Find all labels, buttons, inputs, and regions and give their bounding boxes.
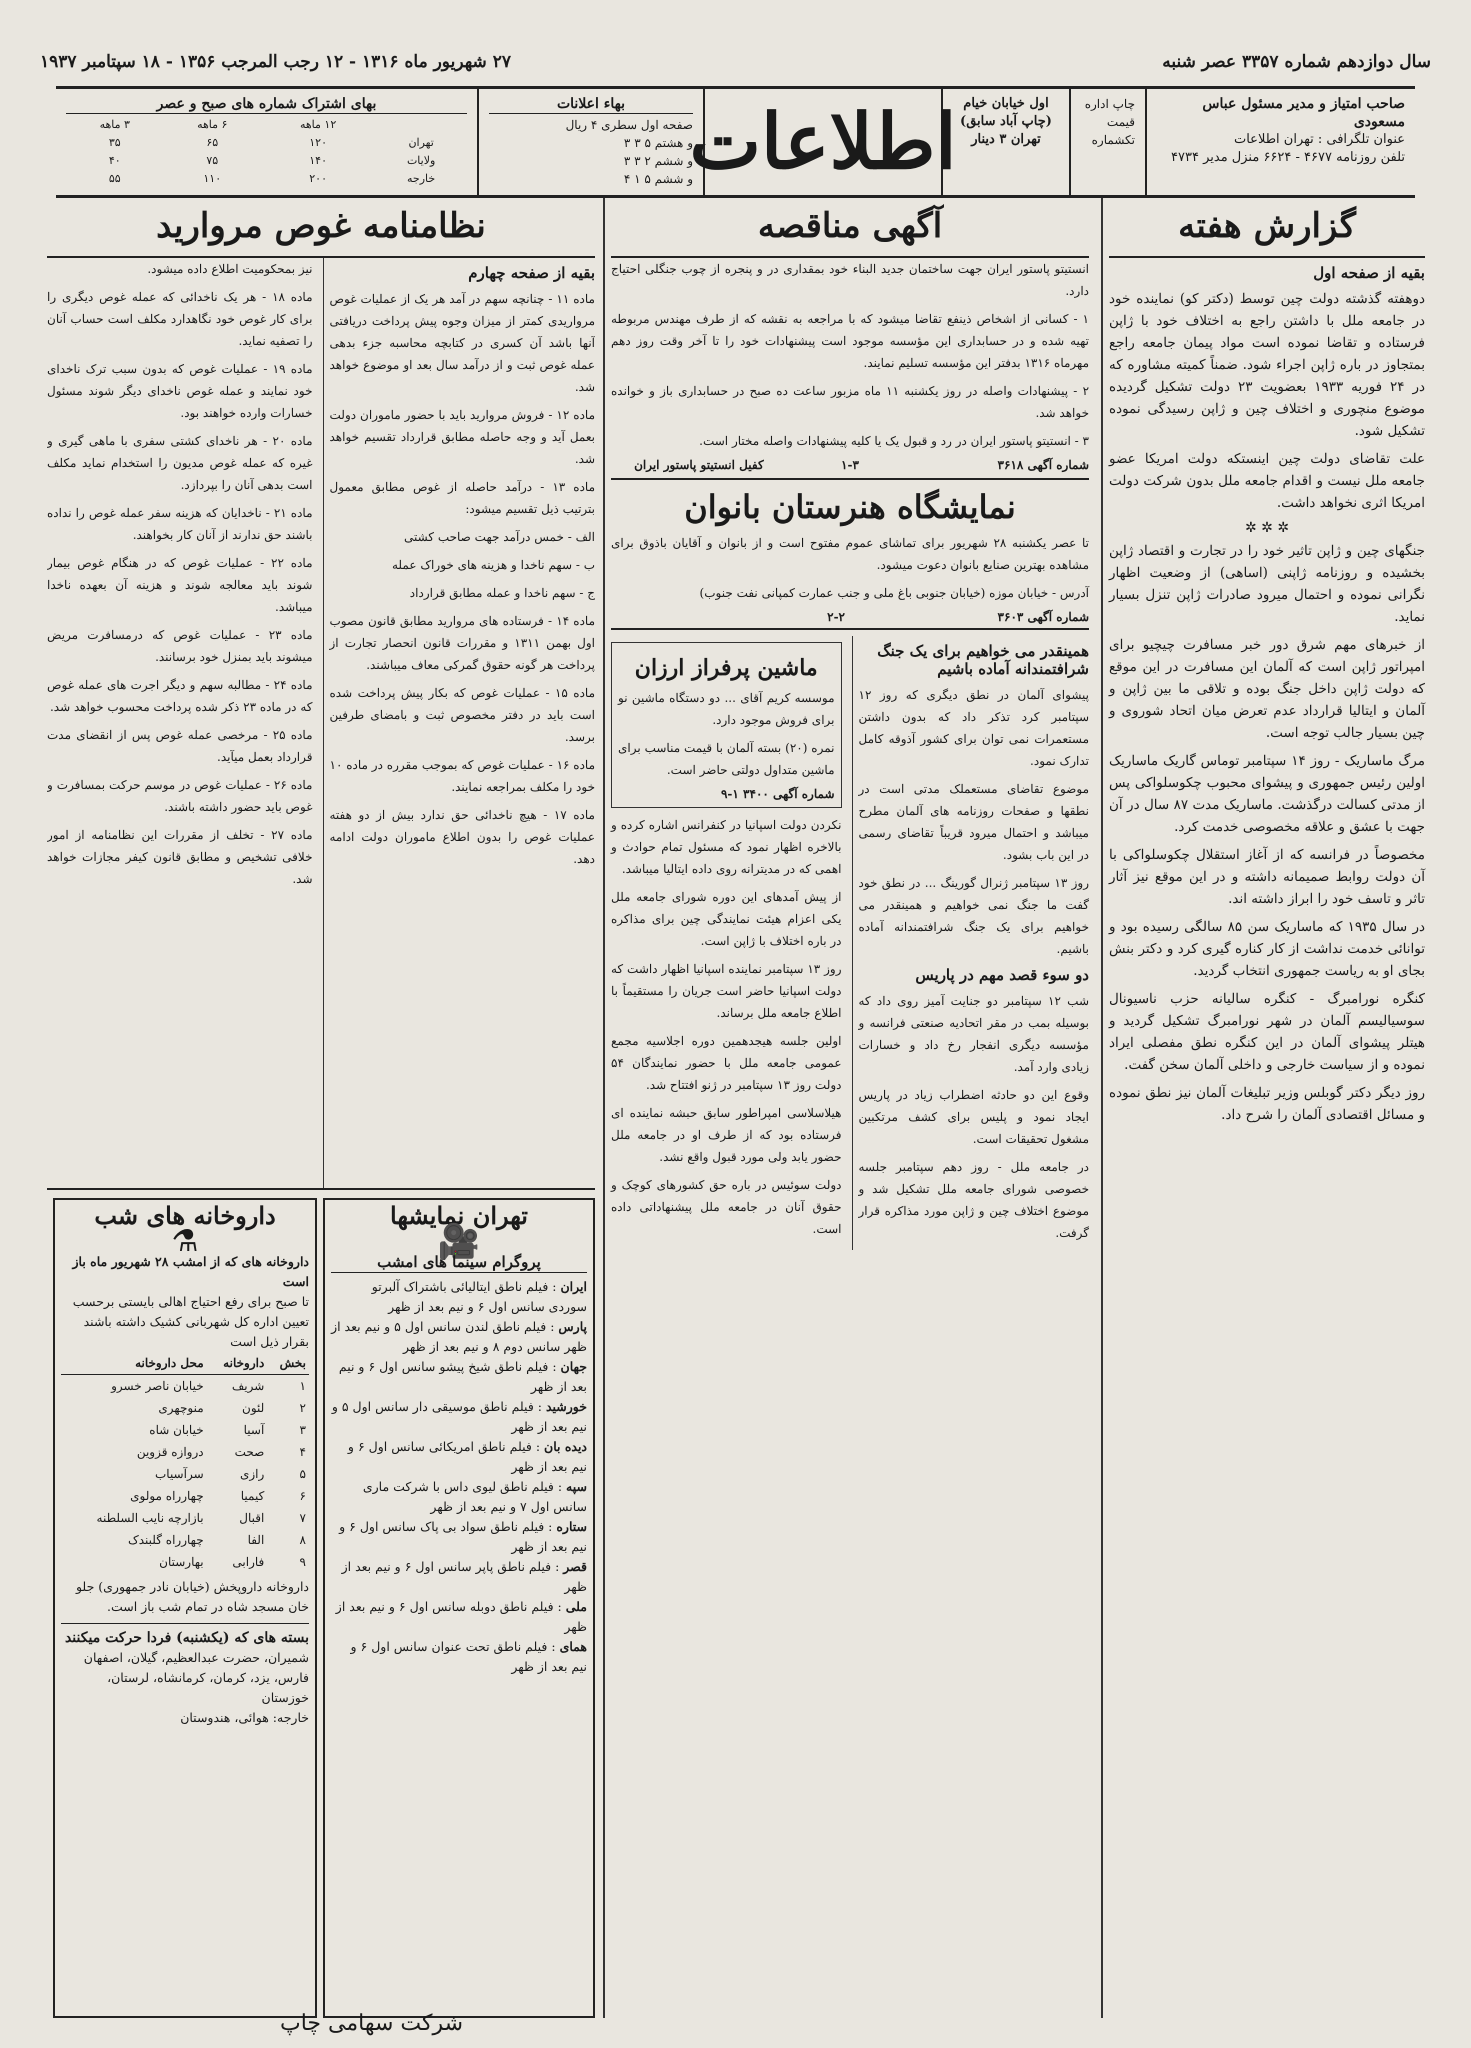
regulation-article: ماده ۲۱ - ناخدایان که هزینه سفر عمله غوص را نداده باشند حق ندارند از آنان کار بخواهند. xyxy=(47,506,313,542)
table-cell: آسیا xyxy=(243,1423,265,1437)
owner-line: صاحب امتیاز و مدیر مسئول عباس مسعودی xyxy=(1202,96,1405,130)
table-cell: خیابان ناصر خسرو xyxy=(111,1379,204,1393)
notice-signature: کفیل انستیتو پاستور ایران xyxy=(634,458,764,472)
masthead xyxy=(56,86,1415,198)
subcolumn-left xyxy=(611,636,842,1250)
cinema-text: فیلم ناطق موسیقی دار سانس اول ۵ و نیم بعد از ظهر xyxy=(331,1399,587,1434)
notice-footer xyxy=(611,458,1089,472)
exhibition-headline: نمایشگاه هنرستان بانوان xyxy=(611,478,1089,526)
machine-ad-title: ماشین پرفراز ارزان xyxy=(634,655,818,681)
pharmacy-bottles-icon: ⚗ xyxy=(171,1224,199,1259)
sub-head: ۳ ماهه xyxy=(99,118,130,131)
cinema-name: همای xyxy=(559,1639,587,1654)
war-article-headline: همینقدر می خواهیم برای یک جنگ شرافتمندانه آماده باشیم xyxy=(877,642,1089,678)
table-cell: الفا xyxy=(247,1533,265,1547)
table-cell: ۲ xyxy=(299,1401,306,1415)
article-paragraph: شب ۱۲ سپتامبر دو جنایت آمیز روی داد که بوسیله بمب در مقر اتحادیه صنعتی فرانسه و مؤسسه دیگری انفجار رخ داد و خسارات زیادی وارد آمد. xyxy=(858,994,1089,1074)
table-cell: چهارراه مولوی xyxy=(130,1489,204,1503)
parcels-line: خارجه: هوائی، هندوستان xyxy=(180,1710,309,1725)
ad-rate-row: و ششم ۵ ۱ ۴ xyxy=(623,172,693,186)
article-paragraph: دوهفته گذشته دولت چین توسط (دکتر کو) نماینده خود در جامعه ملل با داشتن راجع به اختلاف خود با ژاپن فرستاده و تقاضا نموده است مواد پیمان جامعه راجع بمتجاوز در باره ژاپن اجراء شود. ضمناً کمیته مشاوره که در ۲۴ فوریه ۱۹۳۳ بعضویت ۲۳ دولت تشکیل گردیده موضوع منچوری و اختلاف چین و ژاپن رسیدگی نموده تشکیل شود. xyxy=(1109,291,1425,439)
cinema-item: خورشید : فیلم ناطق موسیقی دار سانس اول ۵ و نیم بعد از ظهر xyxy=(331,1399,587,1434)
article-paragraph: مرگ ماساریک - روز ۱۴ سپتامبر توماس گاریک ماساریک اولین رئیس جمهوری و پیشوای محبوب چکوسلواکی پس از مدتی کسالت درگذشت. ماساریک مدت ۸۷ سال در آن جهت با عشق و علاقه مخصوصی خدمت کرد. xyxy=(1109,753,1425,835)
cinema-program-title: پروگرام سینما های امشب xyxy=(331,1252,587,1273)
parcels-title: بسته های که (یکشنبه) فردا حرکت میکنند xyxy=(61,1623,309,1648)
article-paragraph: موضوع تقاضای مستعملک مدتی است در نطقها و صفحات روزنامه های آلمان مطرح میباشد و احتمال میرود قریباً تقاضای رسمی در این باب بشود. xyxy=(858,782,1089,862)
ads-row xyxy=(47,1198,595,2018)
dateline-issue: سال دوازدهم شماره ۳۳۵۷ عصر شنبه xyxy=(1162,52,1431,72)
table-cell: ۶ xyxy=(299,1489,306,1503)
pharmacy-intro-bold: داروخانه های که از امشب ۲۸ شهریور ماه باز است xyxy=(72,1254,309,1289)
pharmacy-ad xyxy=(53,1198,317,2018)
table-cell: لئون xyxy=(242,1401,265,1415)
article-paragraph: در سال ۱۹۳۵ که ماساریک سن ۸۵ سالگی رسیده بود و توانائی خدمت نداشت از کار کناره گیری کرد و دکتر بنش بجای او به ریاست جمهوری انتخاب گردید. xyxy=(1109,919,1425,979)
cinema-text: فیلم ناطق لندن سانس اول ۵ و نیم بعد از ظهر سانس دوم ۸ و نیم بعد از ظهر xyxy=(331,1319,587,1354)
paris-article-headline: دو سوء قصد مهم در پاریس xyxy=(915,966,1089,984)
article-paragraph: روز ۱۳ سپتامبر ژنرال گورینگ ... در نطق خود گفت ما جنگ نمی خواهیم و همینقدر می خواهیم برای یک جنگ شرافتمندانه آماده باشیم. xyxy=(858,876,1089,956)
regulation-article: ماده ۲۳ - عملیات غوص که درمسافرت مریض میشوند باید بمنزل خود برسانند. xyxy=(47,628,313,664)
table-cell: منوچهری xyxy=(158,1401,204,1415)
cinema-ad-title: تهران نمایشها xyxy=(390,1201,528,1230)
pharmacy-col-header: محل داروخانه xyxy=(61,1352,207,1375)
parcels-line: فارس، یزد، کرمان، کرمانشاه، لرستان، خوزستان xyxy=(107,1670,309,1705)
exhibition-paragraph: آدرس - خیابان موزه (خیابان جنوبی باغ ملی و جنب عمارت کمپانی نفت جنوب) xyxy=(699,586,1089,600)
exhibition-paragraph: تا عصر یکشنبه ۲۸ شهریور برای تماشای عموم مفتوح است و از بانوان و آقایان باذوق برای مشاهده بهترین صنایع بانوان دعوت میشود. xyxy=(611,536,1089,572)
sub-head: ۶ ماهه xyxy=(197,118,228,131)
sub-cell: ۶۵ xyxy=(206,136,219,149)
sub-cell: ۷۵ xyxy=(206,154,219,167)
table-cell: بهارستان xyxy=(159,1555,204,1569)
cinema-item: ملی : فیلم ناطق دوبله سانس اول ۶ و نیم بعد از ظهر xyxy=(335,1599,587,1634)
table-row xyxy=(61,1551,309,1573)
exhibition-footer xyxy=(611,610,1089,630)
table-cell: ۱ xyxy=(299,1379,306,1393)
cinema-text: فیلم ناطق دوبله سانس اول ۶ و نیم بعد از ظهر xyxy=(335,1599,587,1634)
cinema-item: همای : فیلم ناطق تحت عنوان سانس اول ۶ و نیم بعد از ظهر xyxy=(350,1639,587,1674)
regulation-article: ماده ۱۳ - درآمد حاصله از غوص مطابق معمول بترتیب ذیل تقسیم میشود: xyxy=(329,480,595,516)
print-line-2: قیمت تکشماره xyxy=(1091,115,1135,147)
cinema-name: ستاره xyxy=(556,1519,587,1534)
machine-ad-text: موسسه کریم آقای ... دو دستگاه ماشین نو برای فروش موجود دارد. xyxy=(618,691,835,727)
table-row xyxy=(61,1375,309,1398)
sub-cell: ۲۰۰ xyxy=(309,172,327,185)
regulation-article: ماده ۱۱ - چنانچه سهم در آمد هر یک از عملیات غوص مرواریدی کمتر از میزان وجوه پیش پرداخت دریافتی آنها باشد آن کسری در کتابچه محاسبه جزء بدهی عمله غوص ثبت و از درآمد سال بعد او موضوع خواهد شد. xyxy=(329,292,595,394)
cinema-name: ملی xyxy=(565,1599,587,1614)
star-divider-icon: ✲ ✲ ✲ xyxy=(1244,520,1290,536)
table-row xyxy=(61,1529,309,1551)
table-row xyxy=(61,1463,309,1485)
tender-notice-headline: آگهی مناقصه xyxy=(611,198,1089,258)
notice-paragraph: ۳ - انستیتو پاستور ایران در رد و قبول یک یا کلیه پیشنهادات واصله مختار است. xyxy=(699,434,1089,448)
cinema-name: جهان xyxy=(560,1359,587,1374)
cinema-name: قصر xyxy=(563,1559,587,1574)
table-cell: ۴ xyxy=(299,1445,306,1459)
subscription-title: بهای اشتراک شماره های صبح و عصر xyxy=(66,95,467,114)
regulation-col-left xyxy=(47,258,313,1188)
article-paragraph: روز ۱۳ سپتامبر نماینده اسپانیا اظهار داشت که دولت اسپانیا حاضر است جریان را مستقیماً با اطلاع جامعه ملل برساند. xyxy=(611,962,842,1020)
weekly-report-column xyxy=(1101,198,1431,2018)
parcels-line: شمیران، حضرت عبدالعظیم، گیلان، اصفهان xyxy=(83,1650,309,1665)
article-paragraph: وقوع این دو حادثه اضطراب زیاد در پاریس ایجاد نمود و پلیس برای کشف مرتکبین مشغول تحقیقات است. xyxy=(858,1088,1089,1146)
masthead-ad-rates xyxy=(477,89,703,195)
table-row xyxy=(61,1397,309,1419)
sub-cell: ۴۰ xyxy=(108,154,121,167)
article-paragraph: هیلاسلاسی امپراطور سابق حبشه نماینده ای فرستاده بود که از طرف او در جامعه ملل حضور یابد ولی مورد قبول واقع نشد. xyxy=(611,1106,842,1164)
cinema-name: سپه xyxy=(566,1479,587,1494)
table-cell: فارابی xyxy=(232,1555,265,1569)
masthead-owner xyxy=(1145,89,1415,195)
table-row xyxy=(61,1441,309,1463)
sub-cell: خارجه xyxy=(407,172,436,185)
masthead-location xyxy=(941,89,1069,195)
table-row xyxy=(61,1485,309,1507)
cinema-item: قصر : فیلم ناطق پاپر سانس اول ۶ و نیم بعد از ظهر xyxy=(341,1559,587,1594)
table-cell: دروازه قزوین xyxy=(136,1445,204,1459)
article-paragraph: از پیش آمدهای این دوره شورای جامعه ملل یکی اعزام هیئت نمایندگی چین برای مذاکره در باره اختلاف با ژاپن است. xyxy=(611,890,842,948)
middle-column xyxy=(603,198,1095,2018)
article-paragraph: نکردن دولت اسپانیا در کنفرانس اشاره کرده و بالاخره اظهار نمود که مسئول تمام حوادث و اهمی که در مدیترانه روی داده ایتالیا میباشد. xyxy=(611,818,842,876)
film-projector-icon: 🎥 xyxy=(437,1222,481,1262)
machine-ad-text: نمره (۲۰) بسته آلمان با قیمت مناسب برای ماشین متداول دولتی حاضر است. xyxy=(618,741,835,777)
ad-rate-row: و هشتم ۵ ۳ ۳ xyxy=(623,136,693,150)
dateline-date: ۲۷ شهریور ماه ۱۳۱۶ - ۱۲ رجب المرجب ۱۳۵۶ - ۱۸ سپتامبر ۱۹۳۷ xyxy=(40,52,511,72)
sub-cell: ۵۵ xyxy=(108,172,121,185)
cinema-text: فیلم ناطق تحت عنوان سانس اول ۶ و نیم بعد از ظهر xyxy=(350,1639,587,1674)
cinema-name: پارس xyxy=(558,1319,587,1334)
machine-ad-number: شماره آگهی ۳۴۰۰ ۱-۹ xyxy=(720,787,835,801)
cinema-name: دیده بان xyxy=(544,1439,587,1454)
ad-rate-row: صفحه اول سطری ۴ ریال xyxy=(565,118,693,132)
pharmacy-col-header: بخش xyxy=(267,1352,309,1375)
table-cell: کیمیا xyxy=(240,1489,265,1503)
cinema-item: پارس : فیلم ناطق لندن سانس اول ۵ و نیم بعد از ظهر سانس دوم ۸ و نیم بعد از ظهر xyxy=(331,1319,587,1354)
machine-ad xyxy=(611,642,842,808)
notice-number: شماره آگهی ۳۶۱۸ xyxy=(997,458,1089,472)
regulation-article: نیز بمحکومیت اطلاع داده میشود. xyxy=(147,262,313,276)
ad-rates-title: بهاء اعلانات xyxy=(489,95,693,114)
cinema-item: ایران : فیلم ناطق ایتالیائی باشتراک آلبرتو سوردی سانس اول ۶ و نیم بعد از ظهر xyxy=(371,1279,587,1314)
table-cell: بازارچه نایب السلطنه xyxy=(96,1511,204,1525)
ad-rate-row: و ششم ۲ ۳ ۳ xyxy=(623,154,693,168)
article-paragraph: در جامعه ملل - روز دهم سپتامبر جلسه خصوصی شورای جامعه ملل تشکیل شد و موضوع اختلاف چین و ژاپن مورد مذاکره قرار گرفت. xyxy=(858,1160,1089,1240)
regulation-article: ماده ۱۲ - فروش مروارید باید با حضور ماموران دولت بعمل آید و وجه حاصله مطابق قرارداد تقسیم خواهد شد. xyxy=(329,408,595,466)
table-cell: ۹ xyxy=(299,1555,306,1569)
table-cell: ۳ xyxy=(299,1423,306,1437)
regulation-article: ماده ۲۶ - عملیات غوص در موسم حرکت بمسافرت و غوص باید حضور داشته باشند. xyxy=(47,778,313,814)
cinema-item: ستاره : فیلم ناطق سواد بی پاک سانس اول ۶ و نیم بعد از ظهر xyxy=(339,1519,587,1554)
masthead-subscription xyxy=(56,89,477,195)
sub-head: ۱۲ ماهه xyxy=(299,118,337,131)
continued-label: بقیه از صفحه اول xyxy=(1313,264,1425,282)
cinema-item: جهان : فیلم ناطق شیخ پیشو سانس اول ۶ و نیم بعد از ظهر xyxy=(338,1359,587,1394)
continued-label: بقیه از صفحه چهارم xyxy=(468,264,595,282)
article-paragraph: علت تقاضای دولت چین اینستکه دولت امریکا عضو جامعه ملل نیست و اقدام جامعه ملل بدون شرکت دولت امریکا اثری نخواهد داشت. xyxy=(1109,451,1425,511)
regulation-article: ماده ۲۷ - تخلف از مقررات این نظامنامه از امور خلافی تشخیص و مطابق قانون کیفر مجازات خواهد شد. xyxy=(47,828,313,886)
print-line-1: چاپ اداره xyxy=(1084,97,1135,111)
cinema-text: فیلم ناطق پاپر سانس اول ۶ و نیم بعد از ظهر xyxy=(341,1559,587,1594)
regulation-column xyxy=(41,198,601,2018)
sub-cell: تهران xyxy=(408,136,434,149)
pharmacy-table xyxy=(61,1352,309,1573)
table-cell: سرآسیاب xyxy=(154,1467,204,1481)
notice-paragraph: ۱ - کسانی از اشخاص ذینفع تقاضا میشود که با مراجعه به نقشه که از طرف مهندس مربوطه تهیه شده و در حسابداری این مؤسسه موجود است پیشنهادات خود را تا آخر وقت روز دهم مهرماه ۱۳۱۶ بدفتر این مؤسسه تسلیم نمایند. xyxy=(611,312,1089,370)
article-paragraph: از خبرهای مهم شرق دور خبر مسافرت چیچیو برای امپراتور ژاپن است که آلمان این مسافرت در این موقع که دولت ژاپن داخل جنگ بوده و تلاقی ما بین ژاپن و آلمان و ایتالیا قرارداد عدم تعرض میان اتحاد شوروی و چین بسیار جالب توجه است. xyxy=(1109,637,1425,741)
sub-cell: ۱۱۰ xyxy=(203,172,222,185)
regulation-article: ج - سهم ناخدا و عمله مطابق قرارداد xyxy=(409,586,595,600)
regulation-article: ماده ۱۶ - عملیات غوص که بموجب مقرره در ماده ۱۰ خود را مکلف بمراجعه نمایند. xyxy=(329,758,595,794)
cinema-item: سپه : فیلم ناطق لیوی داس با شرکت ماری سانس اول ۷ و نیم بعد از ظهر xyxy=(362,1479,587,1514)
cinema-text: فیلم ناطق شیخ پیشو سانس اول ۶ و نیم بعد از ظهر xyxy=(338,1359,587,1394)
cinema-text: فیلم ناطق ایتالیائی باشتراک آلبرتو سوردی سانس اول ۶ و نیم بعد از ظهر xyxy=(371,1279,587,1314)
regulation-article: ماده ۱۴ - فرستاده های مروارید مطابق قانون مصوب اول بهمن ۱۳۱۱ و مقررات قانون انحصار تجارت از پرداخت هر گونه حقوق گمرکی معاف میباشند. xyxy=(329,614,595,672)
exhibition-number: شماره آگهی ۳۶۰۳ xyxy=(997,610,1089,624)
sub-cell: ولایات xyxy=(406,154,436,167)
pharmacy-ad-title: داروخانه های شب xyxy=(94,1201,276,1230)
sub-cell: ۱۴۰ xyxy=(309,154,327,167)
table-cell: چهارراه گلبندک xyxy=(128,1533,204,1547)
table-row xyxy=(61,1507,309,1529)
table-cell: شریف xyxy=(231,1379,265,1393)
article-paragraph: اولین جلسه هیجدهمین دوره اجلاسیه مجمع عمومی جامعه ملل با حضور نمایندگان ۵۴ دولت روز ۱۳ سپتامبر در ژنو افتتاح شد. xyxy=(611,1034,842,1092)
table-cell: ۷ xyxy=(299,1511,306,1525)
regulation-article: ماده ۱۵ - عملیات غوص که بکار پیش پرداخت شده است باید در دفتر مخصوص ثبت و بامضای طرفین برسد. xyxy=(329,686,595,744)
regulation-body xyxy=(47,258,595,1190)
notice-paragraph: انستیتو پاستور ایران جهت ساختمان جدید البناء خود بمقداری در و پنجره از چوب جنگلی احتیاج دارد. xyxy=(611,262,1089,298)
newspaper-logo: اطلاعات xyxy=(703,89,941,195)
regulation-article: ماده ۲۴ - مطالبه سهم و دیگر اجرت های عمله غوص که در ماده ۲۳ ذکر شده پرداخت محسوب خواهد شد. xyxy=(47,678,313,714)
table-cell: ۵ xyxy=(299,1467,306,1481)
article-paragraph: روز دیگر دکتر گوبلس وزیر تبلیغات آلمان نیز نطق نموده و مسائل اقتصادی آلمان را شرح داد. xyxy=(1109,1085,1425,1123)
cinema-text: فیلم ناطق سواد بی پاک سانس اول ۶ و نیم بعد از ظهر xyxy=(339,1519,587,1554)
notice-run: ۱-۳ xyxy=(841,458,859,472)
table-cell: صحت xyxy=(234,1445,265,1459)
dateline xyxy=(40,52,1431,78)
table-cell: خیابان شاه xyxy=(149,1423,204,1437)
weekly-report-headline: گزارش هفته xyxy=(1109,198,1425,258)
sub-cell: ۳۵ xyxy=(108,136,121,149)
subcolumn-right xyxy=(852,636,1090,1250)
cinema-name: خورشید xyxy=(545,1399,587,1414)
location-line-1: اول خیابان خیام xyxy=(963,96,1049,111)
article-paragraph: دولت سوئیس در باره حق کشورهای کوچک و حقوق آنان در جامعه ملل پیشنهاداتی داده است. xyxy=(611,1178,842,1236)
article-paragraph: جنگهای چین و ژاپن تاثیر خود را در تجارت و اقتصاد ژاپن بخشیده و روزنامه ژاپنی (اساهی) از وضعیت اظهار نگرانی نموده و احتمال میرود صادرات ژاپن تنزل بسیار نماید. xyxy=(1109,543,1425,625)
regulation-article: ب - سهم ناخدا و هزینه های خوراک عمله xyxy=(392,558,595,572)
price-line: تهران ۳ دینار xyxy=(971,132,1041,147)
cinema-text: فیلم ناطق لیوی داس با شرکت ماری سانس اول ۷ و نیم بعد از ظهر xyxy=(362,1479,587,1514)
middle-subcolumns xyxy=(611,636,1089,1250)
cinema-name: ایران xyxy=(560,1279,587,1294)
regulation-article: ماده ۲۵ - مرخصی عمله غوص پس از انقضای مدت قرارداد بعمل میآید. xyxy=(47,728,313,764)
regulation-article: ماده ۲۰ - هر ناخدای کشتی سفری با ماهی گیری و غیره که عمله غوص مدیون را استخدام نماید مکلف است بدهی آنان را بپردازد. xyxy=(47,434,313,492)
regulation-article: ماده ۲۲ - عملیات غوص که در هنگام غوص بیمار شوند باید معالجه شوند و هزینه آن بعهده ناخدا میباشد. xyxy=(47,556,313,614)
location-line-2: (چاپ آباد سابق) xyxy=(960,114,1052,129)
pharmacy-intro: تا صبح برای رفع احتیاج اهالی بایستی برحسب تعیین اداره کل شهربانی کشیک داشته باشند بقرار ذیل است xyxy=(72,1294,309,1349)
table-cell: رازی xyxy=(239,1467,265,1481)
cinema-text: فیلم ناطق امریکائی سانس اول ۶ و نیم بعد از ظهر xyxy=(347,1439,587,1474)
cinema-ad xyxy=(323,1198,595,2018)
regulation-article: ماده ۱۸ - هر یک ناخدائی که عمله غوص دیگری را برای کار غوص خود نگاهدارد مکلف است حساب آنان را تصفیه نماید. xyxy=(47,290,313,348)
table-row xyxy=(61,1419,309,1441)
regulation-article: ماده ۱۹ - عملیات غوص که بدون سبب ترک ناخدای خود نمایند و عمله غوص ناخدای دیگر شوند مسئول خسارات وارده خواهند بود. xyxy=(47,362,313,420)
exhibition-run: ۲-۲ xyxy=(827,610,845,624)
regulation-article: ماده ۱۷ - هیچ ناخدائی حق ندارد بیش از دو هفته عملیات غوص را بدون اطلاع ماموران دولت ادامه دهد. xyxy=(329,808,595,866)
phone-line: تلفن روزنامه ۴۶۷۷ - ۶۶۲۴ منزل مدیر ۴۷۳۴ xyxy=(1171,150,1405,165)
subscription-table xyxy=(66,116,467,188)
table-cell: اقبال xyxy=(239,1511,265,1525)
regulation-headline: نظامنامه غوص مروارید xyxy=(47,198,595,258)
printer-footer: شرکت سهامی چاپ xyxy=(280,2011,464,2036)
regulation-article: الف - خمس درآمد جهت صاحب کشتی xyxy=(403,530,595,544)
pharmacy-col-header: داروخانه xyxy=(207,1352,268,1375)
article-paragraph: کنگره نورامبرگ - کنگره سالیانه حزب ناسیونال سوسیالیسم آلمان در شهر نورامبرگ تشکیل گردید و هیتلر پیشوای آلمان در این کنگره نطق مفصلی ایراد نموده و از سیاست خارجی و داخلی آلمان سخن گفت. xyxy=(1109,991,1425,1073)
masthead-print xyxy=(1069,89,1145,195)
telegraph-line: عنوان تلگرافی : تهران اطلاعات xyxy=(1233,132,1405,147)
table-cell: ۸ xyxy=(299,1533,306,1547)
cinema-item: دیده بان : فیلم ناطق امریکائی سانس اول ۶ و نیم بعد از ظهر xyxy=(347,1439,587,1474)
notice-paragraph: ۲ - پیشنهادات واصله در روز یکشنبه ۱۱ ماه مزبور ساعت ده صبح در حسابداری باز و خوانده خواهد شد. xyxy=(611,384,1090,420)
sub-cell: ۱۲۰ xyxy=(309,136,327,149)
article-paragraph: مخصوصاً در فرانسه که از آغاز استقلال چکوسلواکی با آن دولت روابط صمیمانه داشته و در این موقع نیز آثار تاثر و تاسف خود را ابراز داشته اند. xyxy=(1109,847,1425,907)
article-paragraph: پیشوای آلمان در نطق دیگری که روز ۱۲ سپتامبر کرد تذکر داد که بدون داشتن مستعمرات نمی توان برای کشور آذوقه کامل تدارک نمود. xyxy=(858,688,1089,768)
regulation-col-right xyxy=(323,258,596,1188)
pharmacy-extra: داروخانه داروپخش (خیابان نادر جمهوری) جلو خان مسجد شاه در تمام شب باز است. xyxy=(75,1579,309,1614)
